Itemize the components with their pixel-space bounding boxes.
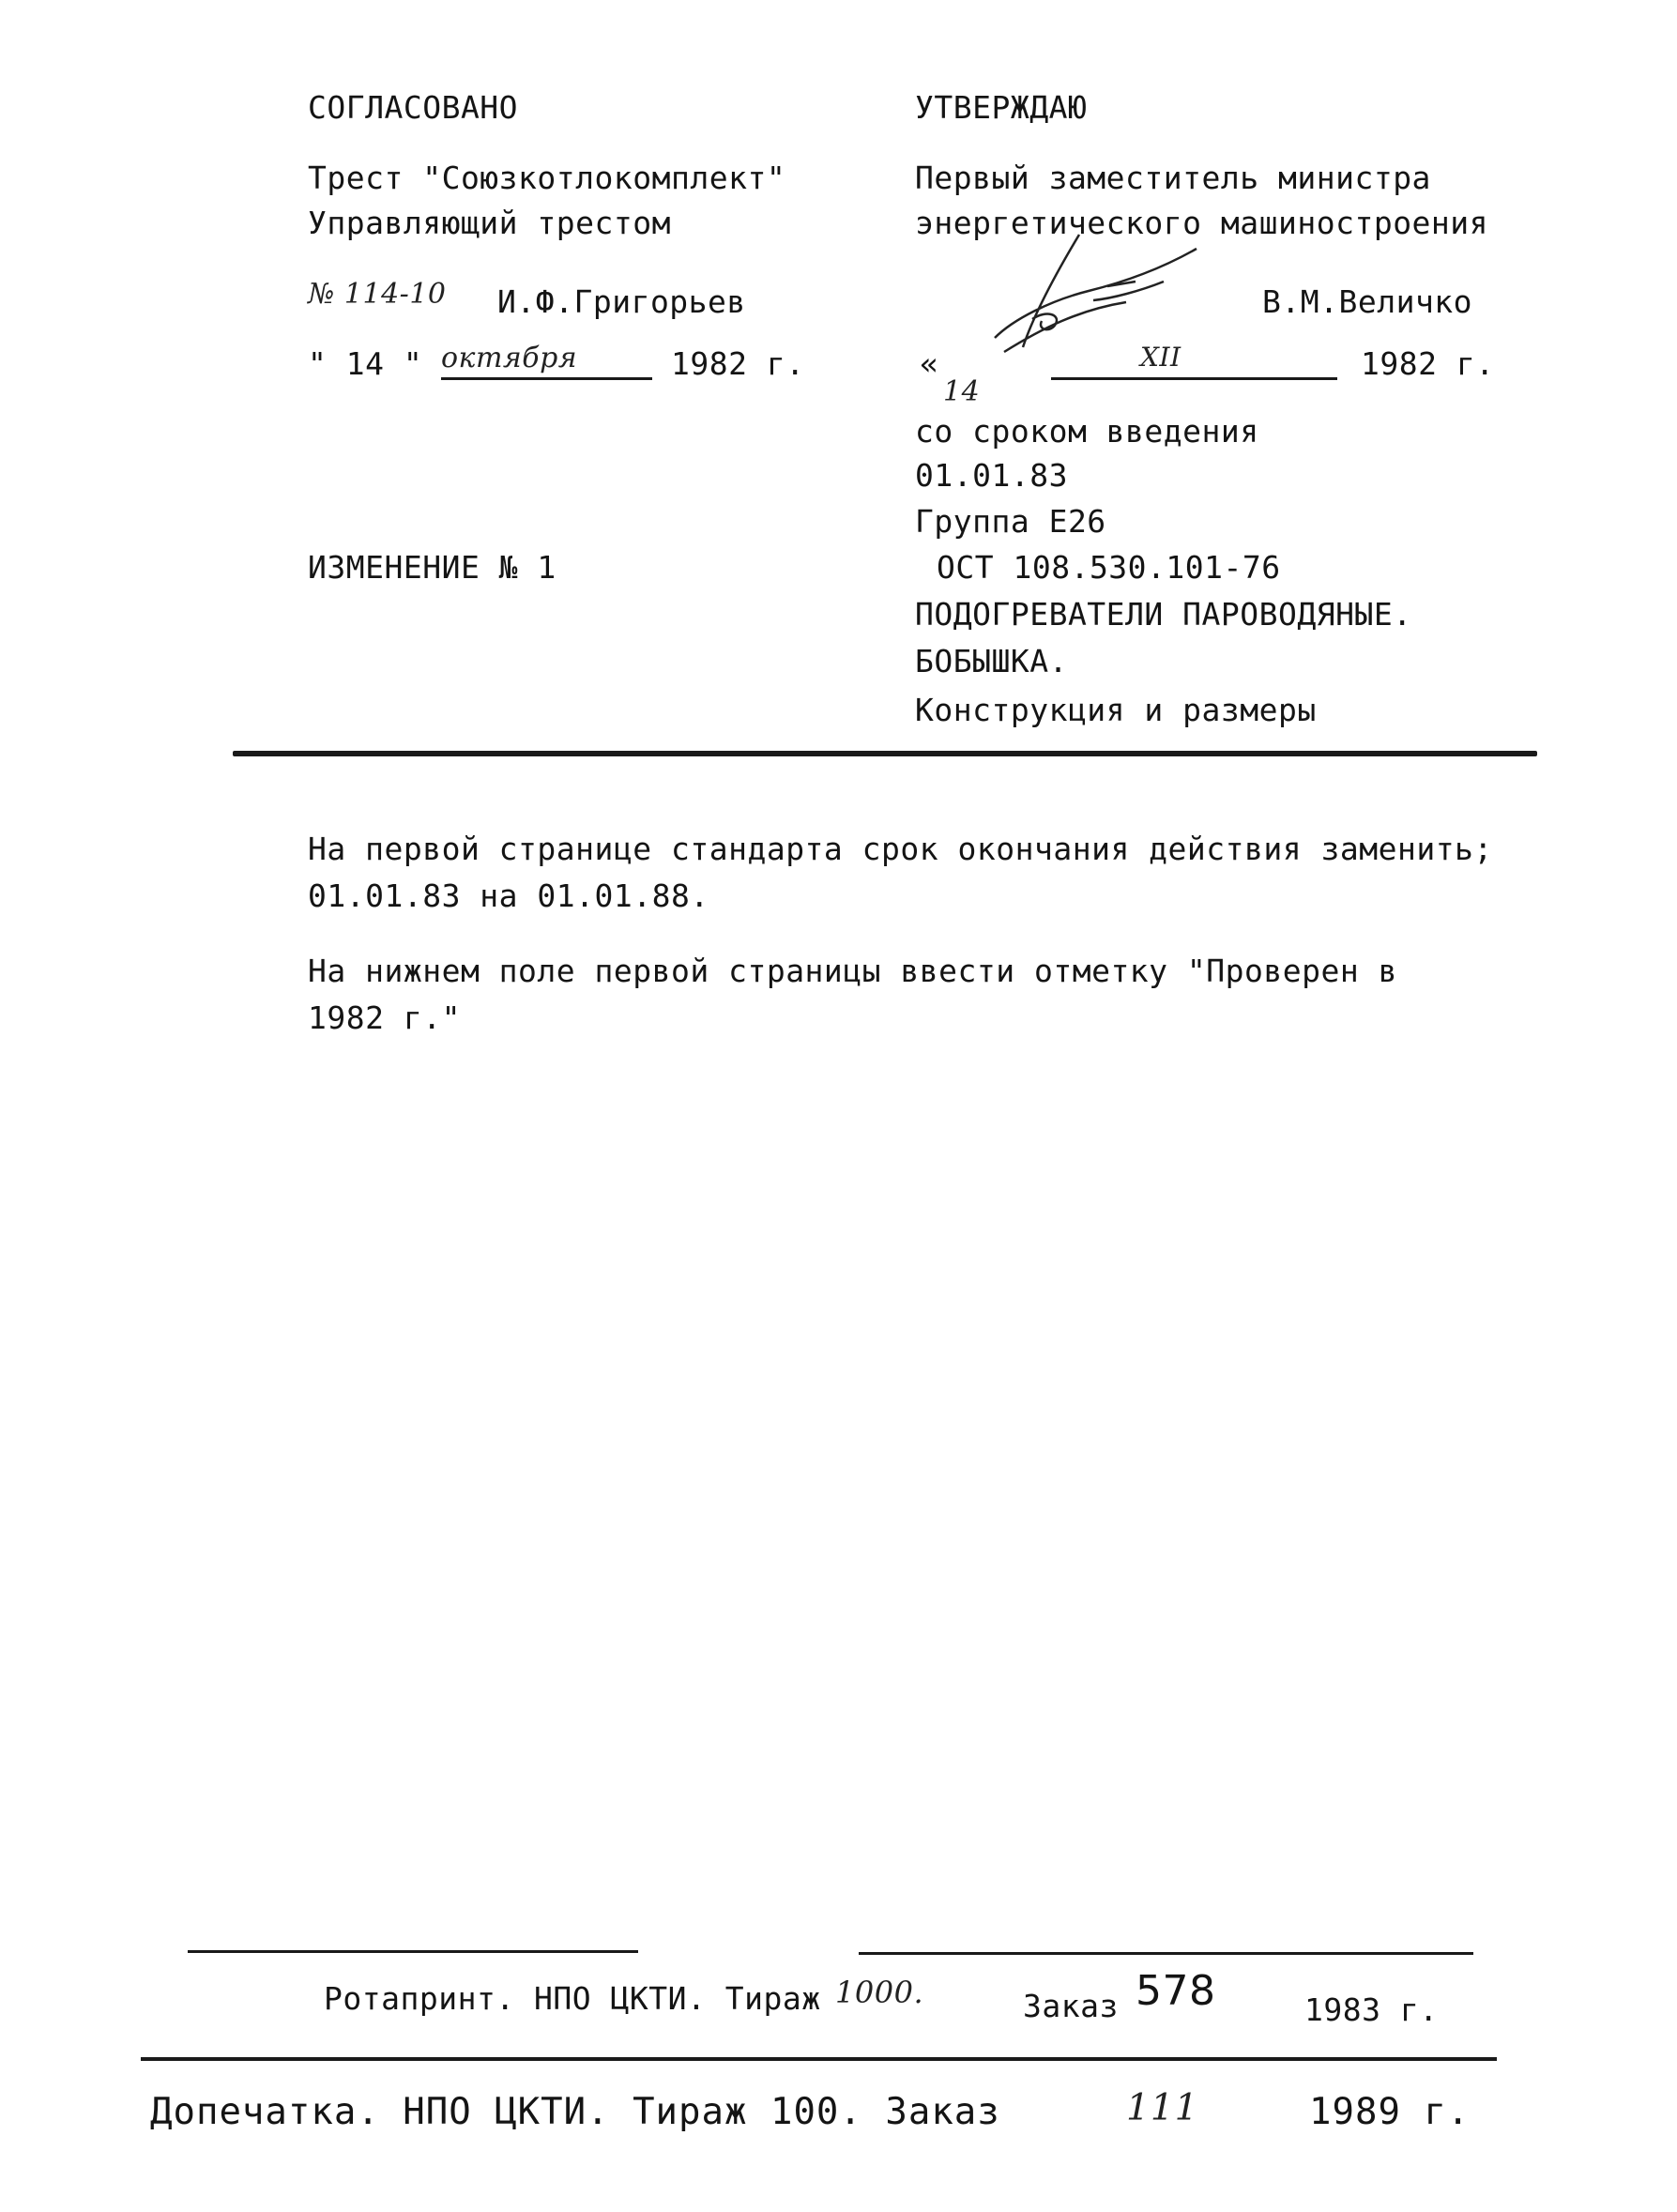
approved-date-day: 14 [943,375,981,408]
approved-position-line2: энергетического машиностроения [915,205,1489,241]
agreed-reg-no: № 114-10 [308,278,447,311]
agreed-date-prefix: " 14 " [308,345,423,382]
footer-top-rule-right [859,1952,1473,1955]
approved-position-line1: Первый заместитель министра [915,160,1431,196]
agreed-date-year: 1982 г. [671,345,805,382]
effective-intro: со сроком введения [915,413,1259,450]
header-divider [233,751,1537,756]
reprint-order: 111 [1126,2087,1199,2129]
approved-date-quote: « [920,345,939,382]
order-label: Заказ [1023,1988,1119,2024]
agreed-heading: СОГЛАСОВАНО [308,89,519,126]
approved-date-month: XII [1140,342,1182,373]
print-run: 1000. [835,1975,924,2010]
print-info: Ротапринт. НПО ЦКТИ. Тираж [324,1980,821,2017]
paragraph-2-line2: 1982 г." [308,999,461,1036]
agreed-date-month: октября [441,342,578,374]
effective-date: 01.01.83 [915,457,1068,494]
standard-title-line3: Конструкция и размеры [915,692,1317,728]
paragraph-1-line2: 01.01.83 на 01.01.88. [308,877,709,914]
footer-divider [141,2057,1497,2061]
approved-name: В.М.Величко [1262,283,1473,320]
agreed-position: Управляющий трестом [308,205,671,241]
change-title: ИЗМЕНЕНИЕ № 1 [308,549,556,586]
standard-number: ОСТ 108.530.101-76 [937,549,1281,586]
approved-date-year: 1982 г. [1361,345,1495,382]
group-code: Группа Е26 [915,503,1106,540]
standard-title-line2: БОБЫШКА. [915,643,1068,679]
approved-heading: УТВЕРЖДАЮ [915,89,1088,126]
reprint-year: 1989 г. [1309,2091,1471,2133]
agreed-org: Трест "Союзкотлокомплект" [308,160,786,196]
approved-date-underline [1051,377,1337,380]
paragraph-2-line1: На нижнем поле первой страницы ввести отметку "Проверен в [308,953,1397,989]
agreed-name: И.Ф.Григорьев [497,283,746,320]
footer-top-rule-left [188,1950,638,1953]
print-year: 1983 г. [1304,1991,1439,2028]
paragraph-1-line1: На первой странице стандарта срок окончания действия заменить; [308,831,1493,867]
standard-title-line1: ПОДОГРЕВАТЕЛИ ПАРОВОДЯНЫЕ. [915,596,1412,633]
reprint-info: Допечатка. НПО ЦКТИ. Тираж 100. Заказ [150,2091,1000,2133]
order-number: 578 [1136,1967,1216,2015]
